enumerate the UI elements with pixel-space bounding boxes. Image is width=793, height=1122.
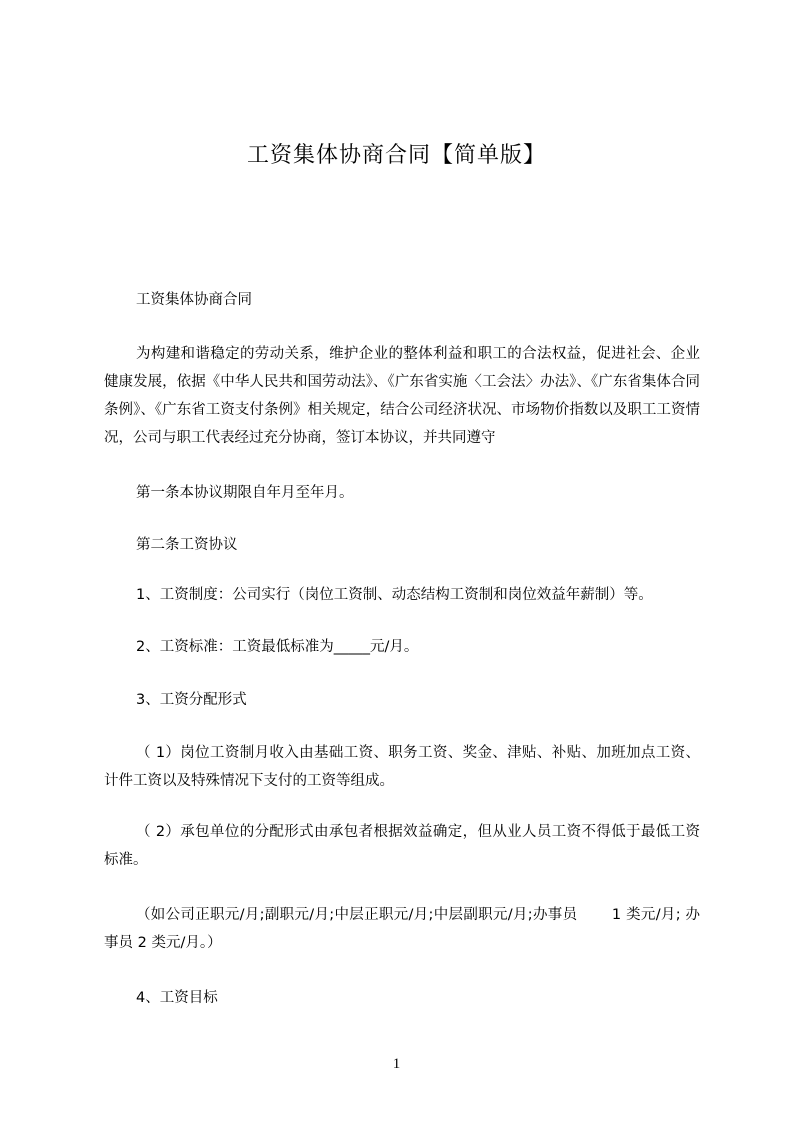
paragraph-preamble: 为构建和谐稳定的劳动关系，维护企业的整体利益和职工的合法权益，促进社会、企业健康发展，依据《中华人民共和国劳动法》、《广东省实施〈工会法〉办法》、《广东省集体合同条例》、《广东省工资支付条例》相关规定，结合公司经济状况、市场物价指数以及职工工资情况，公司与职工代表经过充分协商，签订本协议，并共同遵守	[104, 346, 700, 446]
paragraph-subitem-1: （ 1）岗位工资制月收入由基础工资、职务工资、奖金、津贴、补贴、加班加点工资、计件工资以及特殊情况下支付的工资等组成。	[104, 745, 700, 789]
paragraph-subtitle: 工资集体协商合同	[136, 292, 252, 308]
paragraph-article-2: 第二条工资协议	[136, 537, 238, 553]
paragraph-subitem-2: （ 2）承包单位的分配形式由承包者根据效益确定，但从业人员工资不得低于最低工资标准。	[104, 824, 700, 868]
paragraph-example: （如公司正职元/月;副职元/月;中层正职元/月;中层副职元/月;办事员 1 类元/月; 办事员 2 类元/月。）	[104, 907, 700, 951]
page-number: 1	[392, 1056, 401, 1072]
paragraph-item-3: 3、工资分配形式	[136, 692, 247, 708]
paragraph-article-1: 第一条本协议期限自年月至年月。	[136, 485, 354, 501]
paragraph-item-2: 2、工资标准：工资最低标准为_____元/月。	[136, 639, 419, 655]
paragraph-item-4: 4、工资目标	[136, 990, 218, 1006]
document-title: 工资集体协商合同【简单版】	[246, 143, 546, 168]
paragraph-item-1: 1、工资制度：公司实行（岗位工资制、动态结构工资制和岗位效益年薪制）等。	[136, 587, 653, 603]
